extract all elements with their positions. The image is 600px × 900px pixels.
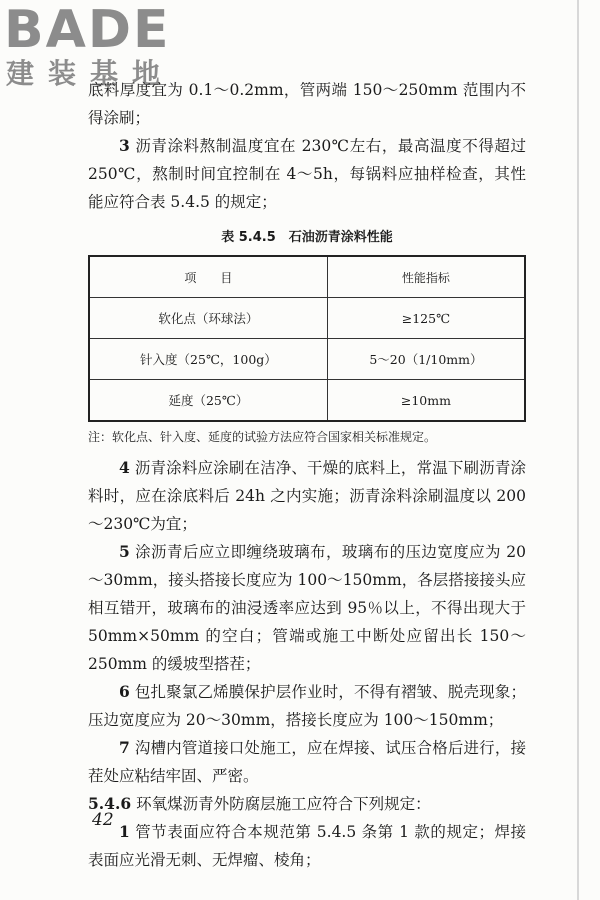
section-5-4-6 (88, 790, 526, 818)
section-number: 5.4.6 (88, 794, 132, 813)
table-cell: 针入度（25℃，100g） (89, 339, 327, 380)
clause-text: 沟槽内管道接口处施工，应在焊接、试压合格后进行，接茬处应粘结牢固、严密。 (88, 739, 526, 785)
clause-4 (88, 454, 526, 538)
table-header-index: 性能指标 (327, 256, 525, 298)
table-row (89, 380, 525, 422)
table-caption: 表 5.4.5 石油沥青涂料性能 (221, 230, 393, 245)
clause-text: 涂沥青后应立即缠绕玻璃布，玻璃布的压边宽度应为 20～30mm，接头搭接长度应为 100～150mm，各层搭接接头应相互错开，玻璃布的油浸透率应达到 95％以上，不得出现大于 50mm×50mm 的空白；管端或施工中断处应留出长 150～250mm 的缓坡型搭茬； (88, 543, 526, 673)
clause-number: 6 (119, 682, 130, 701)
paragraph-continued: 底料厚度宜为 0.1～0.2mm，管两端 150～250mm 范围内不得涂刷； (88, 81, 526, 127)
page-body (88, 76, 526, 874)
clause-3 (88, 132, 526, 216)
page-number: 42 (92, 810, 114, 830)
logo-sub-text: 建装基地 (6, 57, 175, 90)
section-text: 环氧煤沥青外防腐层施工应符合下列规定： (136, 795, 431, 813)
clause-text: 沥青涂料熬制温度宜在 230℃左右，最高温度不得超过 250℃，熬制时间宜控制在 4～5h，每锅料应抽样检查，其性能应符合表 5.4.5 的规定； (88, 137, 526, 211)
clause-5 (88, 538, 526, 678)
page-edge-shadow (577, 0, 579, 900)
clause-text: 包扎聚氯乙烯膜保护层作业时，不得有褶皱、脱壳现象；压边宽度应为 20～30mm，搭接长度应为 100～150mm； (88, 683, 526, 729)
clause-1 (88, 818, 526, 874)
table-note: 注：软化点、针入度、延度的试验方法应符合国家相关标准规定。 (88, 430, 437, 444)
clause-number: 3 (119, 136, 130, 155)
clause-number: 5 (119, 542, 130, 561)
clause-number: 1 (119, 822, 130, 841)
table-header-row (89, 256, 525, 298)
table-row (89, 339, 525, 380)
clause-7 (88, 734, 526, 790)
table-cell: ≥10mm (327, 380, 525, 422)
clause-number: 7 (119, 738, 130, 757)
table-cell: ≥125℃ (327, 298, 525, 339)
table-cell: 延度（25℃） (89, 380, 327, 422)
clause-number: 4 (119, 458, 130, 477)
table-row (89, 298, 525, 339)
clause-6 (88, 678, 526, 734)
table-cell: 软化点（环球法） (89, 298, 327, 339)
logo-main-text: BADE (4, 0, 171, 60)
asphalt-coating-properties-table (88, 255, 526, 422)
clause-text: 沥青涂料应涂刷在洁净、干燥的底料上，常温下刷沥青涂料时，应在涂底料后 24h 之内实施；沥青涂料涂刷温度以 200～230℃为宜； (88, 459, 526, 533)
table-cell: 5～20（1/10mm） (327, 339, 525, 380)
clause-text: 管节表面应符合本规范第 5.4.5 条第 1 款的规定；焊接表面应光滑无刺、无焊瘤、棱角； (88, 823, 526, 869)
table-header-item: 项 目 (89, 256, 327, 298)
